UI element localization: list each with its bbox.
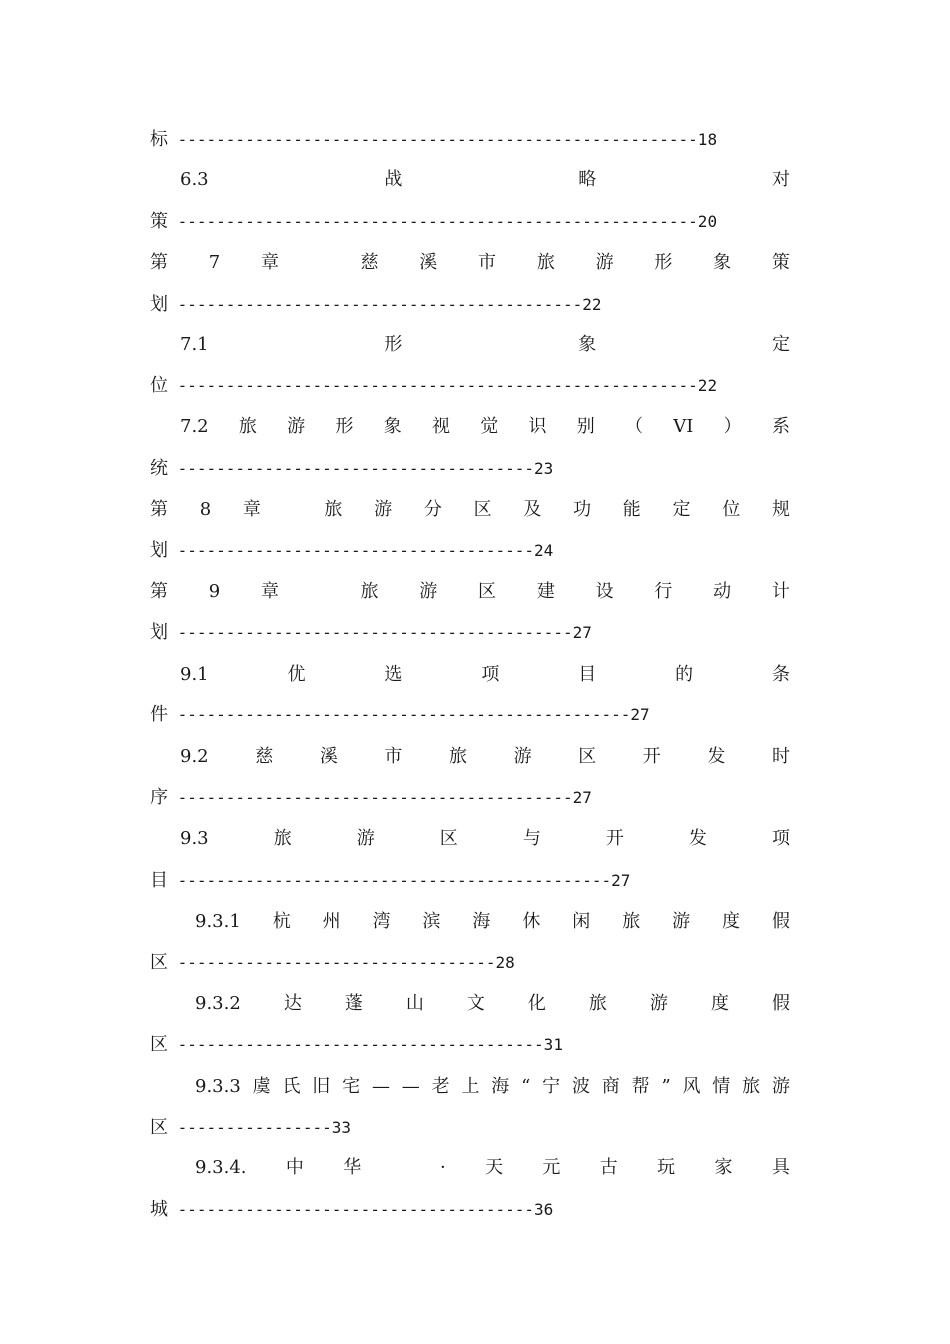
- toc-heading-token: 海: [491, 1076, 510, 1097]
- toc-heading-end-char: 区: [150, 952, 168, 973]
- toc-heading-token: 8: [199, 499, 212, 520]
- toc-leader-and-page: -----------------------------------------27: [168, 788, 592, 807]
- toc-heading-token: 杭: [272, 911, 291, 932]
- toc-heading-token: 定: [672, 499, 691, 520]
- toc-heading-token: 项: [771, 828, 790, 849]
- toc-heading-token: 蓬: [344, 993, 363, 1014]
- toc-heading-token: 7.2: [180, 416, 209, 437]
- toc-line: [180, 330, 790, 360]
- toc-heading-token: 形: [384, 334, 403, 355]
- toc-heading-end-char: 区: [150, 1034, 168, 1055]
- toc-line: [195, 1072, 790, 1102]
- toc-heading-token: 略: [578, 169, 597, 190]
- toc-heading-token: 文: [466, 993, 485, 1014]
- toc-leader-and-page: ------------------------------------------------------20: [168, 212, 718, 231]
- toc-leader-and-page: -------------------------------------23: [168, 459, 554, 478]
- toc-leader-and-page: ---------------------------------28: [168, 953, 515, 972]
- toc-heading-token: 商: [601, 1076, 620, 1097]
- toc-heading-token: 开: [642, 746, 661, 767]
- toc-heading-token: 波: [571, 1076, 590, 1097]
- toc-line: [195, 989, 790, 1019]
- toc-heading-token: 第: [150, 499, 168, 520]
- toc-heading-token: 7.1: [180, 334, 209, 355]
- toc-heading-token: 游: [356, 828, 375, 849]
- toc-heading-token: 游: [513, 746, 532, 767]
- toc-leader-and-page: --------------------------------------31: [168, 1035, 563, 1054]
- toc-heading-token: 7: [208, 252, 221, 273]
- toc-line: [150, 1030, 790, 1060]
- toc-heading-token: 功: [573, 499, 592, 520]
- toc-heading-token: 旧: [312, 1076, 331, 1097]
- toc-line: [150, 1195, 790, 1225]
- toc-heading-token: 休: [522, 911, 541, 932]
- toc-heading-token: 游: [287, 416, 306, 437]
- toc-heading-token: 及: [523, 499, 542, 520]
- toc-heading-end-char: 标: [150, 129, 168, 150]
- toc-leader-and-page: -----------------------------------------------27: [168, 705, 650, 724]
- toc-heading-token: 发: [688, 828, 707, 849]
- toc-heading-token: 象: [713, 252, 732, 273]
- toc-heading-token: 化: [527, 993, 546, 1014]
- toc-heading-token: 战: [384, 169, 403, 190]
- toc-heading-token: 家: [714, 1157, 733, 1178]
- toc-heading-token: 市: [478, 252, 497, 273]
- toc-heading-token: 宁: [542, 1076, 561, 1097]
- toc-heading-token: 老: [431, 1076, 450, 1097]
- toc-heading-token: 海: [472, 911, 491, 932]
- toc-heading-token: 目: [578, 664, 597, 685]
- toc-heading-token: 行: [654, 581, 673, 602]
- toc-heading-token: 9.3.3: [195, 1076, 241, 1097]
- toc-heading-token: 游: [419, 581, 438, 602]
- toc-heading-token: 动: [713, 581, 732, 602]
- toc-heading-token: 位: [722, 499, 741, 520]
- toc-heading-token: 章: [260, 252, 279, 273]
- toc-heading-token: 9.1: [180, 664, 209, 685]
- toc-heading-token: 9.3.1: [195, 911, 241, 932]
- toc-line: [150, 454, 790, 484]
- toc-heading-token: 系: [771, 416, 790, 437]
- toc-heading-token: 区: [578, 746, 597, 767]
- toc-line: [180, 742, 790, 772]
- toc-heading-token: 能: [622, 499, 641, 520]
- toc-heading-token: 旅: [360, 581, 379, 602]
- toc-heading-token: 形: [654, 252, 673, 273]
- toc-heading-token: 达: [283, 993, 302, 1014]
- toc-heading-token: 游: [672, 911, 691, 932]
- toc-heading-token: 宅: [342, 1076, 361, 1097]
- toc-heading-token: 度: [722, 911, 741, 932]
- toc-heading-token: 的: [675, 664, 694, 685]
- toc-leader-and-page: ------------------------------------------------------22: [168, 376, 718, 395]
- toc-heading-token: 发: [707, 746, 726, 767]
- toc-leader-and-page: -------------------------------------36: [168, 1200, 554, 1219]
- toc-heading-end-char: 统: [150, 458, 168, 479]
- toc-line: [150, 783, 790, 813]
- toc-heading-token: 9.3: [180, 828, 209, 849]
- toc-heading-token: 规: [772, 499, 790, 520]
- toc-heading-token: 第: [150, 252, 168, 273]
- toc-heading-token: 觉: [480, 416, 499, 437]
- toc-heading-token: 旅: [742, 1076, 761, 1097]
- toc-heading-token: 假: [771, 911, 790, 932]
- toc-heading-token: 象: [578, 334, 597, 355]
- toc-heading-end-char: 位: [150, 375, 168, 396]
- toc-heading-token: ）: [723, 416, 742, 437]
- toc-heading-token: 游: [649, 993, 668, 1014]
- toc-heading-token: 设: [595, 581, 614, 602]
- toc-line: [180, 165, 790, 195]
- toc-heading-token: 游: [771, 1076, 790, 1097]
- toc-heading-token: “: [521, 1076, 531, 1097]
- toc-leader-and-page: -----------------------------------------27: [168, 623, 592, 642]
- toc-heading-token: 定: [771, 334, 790, 355]
- toc-heading-token: 项: [481, 664, 500, 685]
- toc-heading-token: 旅: [536, 252, 555, 273]
- toc-line: [150, 700, 790, 730]
- toc-heading-token: 湾: [372, 911, 391, 932]
- toc-heading-token: 旅: [273, 828, 292, 849]
- toc-heading-token: 溪: [419, 252, 438, 273]
- toc-heading-end-char: 目: [150, 870, 168, 891]
- toc-heading-token: 第: [150, 581, 168, 602]
- toc-heading-token: 虞: [252, 1076, 271, 1097]
- toc-heading-token: 旅: [588, 993, 607, 1014]
- toc-line: [195, 907, 790, 937]
- toc-heading-token: 对: [771, 169, 790, 190]
- toc-line: [150, 1113, 790, 1143]
- toc-heading-token: 9.2: [180, 746, 209, 767]
- toc-leader-and-page: -------------------------------------24: [168, 541, 554, 560]
- toc-heading-token: 9: [208, 581, 221, 602]
- toc-heading-token: 章: [260, 581, 279, 602]
- toc-line: [150, 290, 790, 320]
- toc-line: [150, 125, 790, 155]
- toc-heading-token: ·: [439, 1157, 446, 1178]
- toc-heading-token: 区: [473, 499, 492, 520]
- toc-heading-token: 华: [343, 1157, 362, 1178]
- toc-line: [150, 866, 790, 896]
- toc-heading-token: 具: [771, 1157, 790, 1178]
- toc-line: [180, 660, 790, 690]
- toc-heading-end-char: 序: [150, 787, 168, 808]
- toc-heading-token: 9.3.4.: [195, 1157, 247, 1178]
- toc-heading-token: 旅: [324, 499, 343, 520]
- toc-heading-token: 游: [595, 252, 614, 273]
- toc-heading-token: 9.3.2: [195, 993, 241, 1014]
- toc-heading-end-char: 区: [150, 1117, 168, 1138]
- toc-line: [150, 618, 790, 648]
- toc-heading-token: —: [371, 1076, 390, 1097]
- toc-line: [180, 412, 790, 442]
- toc-line: [150, 207, 790, 237]
- toc-heading-token: ”: [661, 1076, 671, 1097]
- toc-heading-token: 假: [771, 993, 790, 1014]
- toc-heading-token: 旅: [449, 746, 468, 767]
- toc-heading-token: 开: [605, 828, 624, 849]
- toc-heading-token: 游: [374, 499, 393, 520]
- toc-heading-token: 溪: [319, 746, 338, 767]
- toc-heading-token: 计: [771, 581, 790, 602]
- toc-heading-token: 时: [771, 746, 790, 767]
- toc-heading-token: 情: [712, 1076, 731, 1097]
- toc-leader-and-page: ------------------------------------------------------18: [168, 130, 718, 149]
- toc-line: [180, 824, 790, 854]
- toc-heading-token: —: [401, 1076, 420, 1097]
- toc-heading-token: 慈: [360, 252, 379, 273]
- toc-heading-token: 风: [682, 1076, 701, 1097]
- toc-heading-token: 与: [522, 828, 541, 849]
- toc-line: [150, 577, 790, 607]
- toc-heading-token: 优: [287, 664, 306, 685]
- toc-heading-token: 选: [384, 664, 403, 685]
- toc-heading-end-char: 划: [150, 622, 168, 643]
- toc-heading-token: 6.3: [180, 169, 209, 190]
- toc-heading-token: 氏: [282, 1076, 301, 1097]
- toc-heading-token: 帮: [631, 1076, 650, 1097]
- toc-line: [150, 495, 790, 525]
- toc-heading-token: 视: [431, 416, 450, 437]
- toc-line: [195, 1153, 790, 1183]
- toc-heading-token: 形: [335, 416, 354, 437]
- toc-heading-token: 建: [536, 581, 555, 602]
- toc-heading-token: 旅: [238, 416, 257, 437]
- toc-heading-token: 州: [322, 911, 341, 932]
- toc-line: [150, 371, 790, 401]
- toc-heading-token: 慈: [255, 746, 274, 767]
- toc-heading-token: 市: [384, 746, 403, 767]
- toc-heading-end-char: 策: [150, 211, 168, 232]
- toc-heading-token: 分: [423, 499, 442, 520]
- toc-heading-token: 章: [242, 499, 261, 520]
- toc-heading-token: 玩: [657, 1157, 676, 1178]
- toc-heading-token: 天: [485, 1157, 504, 1178]
- toc-leader-and-page: ----------------33: [168, 1118, 352, 1137]
- toc-heading-token: 古: [599, 1157, 618, 1178]
- toc-line: [150, 948, 790, 978]
- toc-line: [150, 536, 790, 566]
- toc-heading-end-char: 件: [150, 704, 168, 725]
- toc-heading-token: 识: [528, 416, 547, 437]
- toc-leader-and-page: ---------------------------------------------27: [168, 871, 631, 890]
- toc-heading-token: 别: [576, 416, 595, 437]
- toc-heading-token: 滨: [422, 911, 441, 932]
- toc-heading-token: 条: [771, 664, 790, 685]
- toc-heading-end-char: 城: [150, 1199, 168, 1220]
- toc-heading-token: 闲: [572, 911, 591, 932]
- toc-heading-token: 策: [771, 252, 790, 273]
- toc-heading-token: 旅: [622, 911, 641, 932]
- toc-leader-and-page: ------------------------------------------22: [168, 295, 602, 314]
- toc-heading-token: 区: [478, 581, 497, 602]
- toc-heading-end-char: 划: [150, 294, 168, 315]
- toc-heading-token: （: [625, 416, 644, 437]
- toc-heading-token: 度: [710, 993, 729, 1014]
- toc-heading-token: 上: [461, 1076, 480, 1097]
- toc-heading-token: 中: [285, 1157, 304, 1178]
- toc-heading-token: 元: [542, 1157, 561, 1178]
- toc-heading-token: 区: [439, 828, 458, 849]
- toc-line: [150, 248, 790, 278]
- toc-heading-token: 象: [383, 416, 402, 437]
- toc-heading-token: 山: [405, 993, 424, 1014]
- toc-heading-token: VI: [673, 416, 694, 437]
- toc-heading-end-char: 划: [150, 540, 168, 561]
